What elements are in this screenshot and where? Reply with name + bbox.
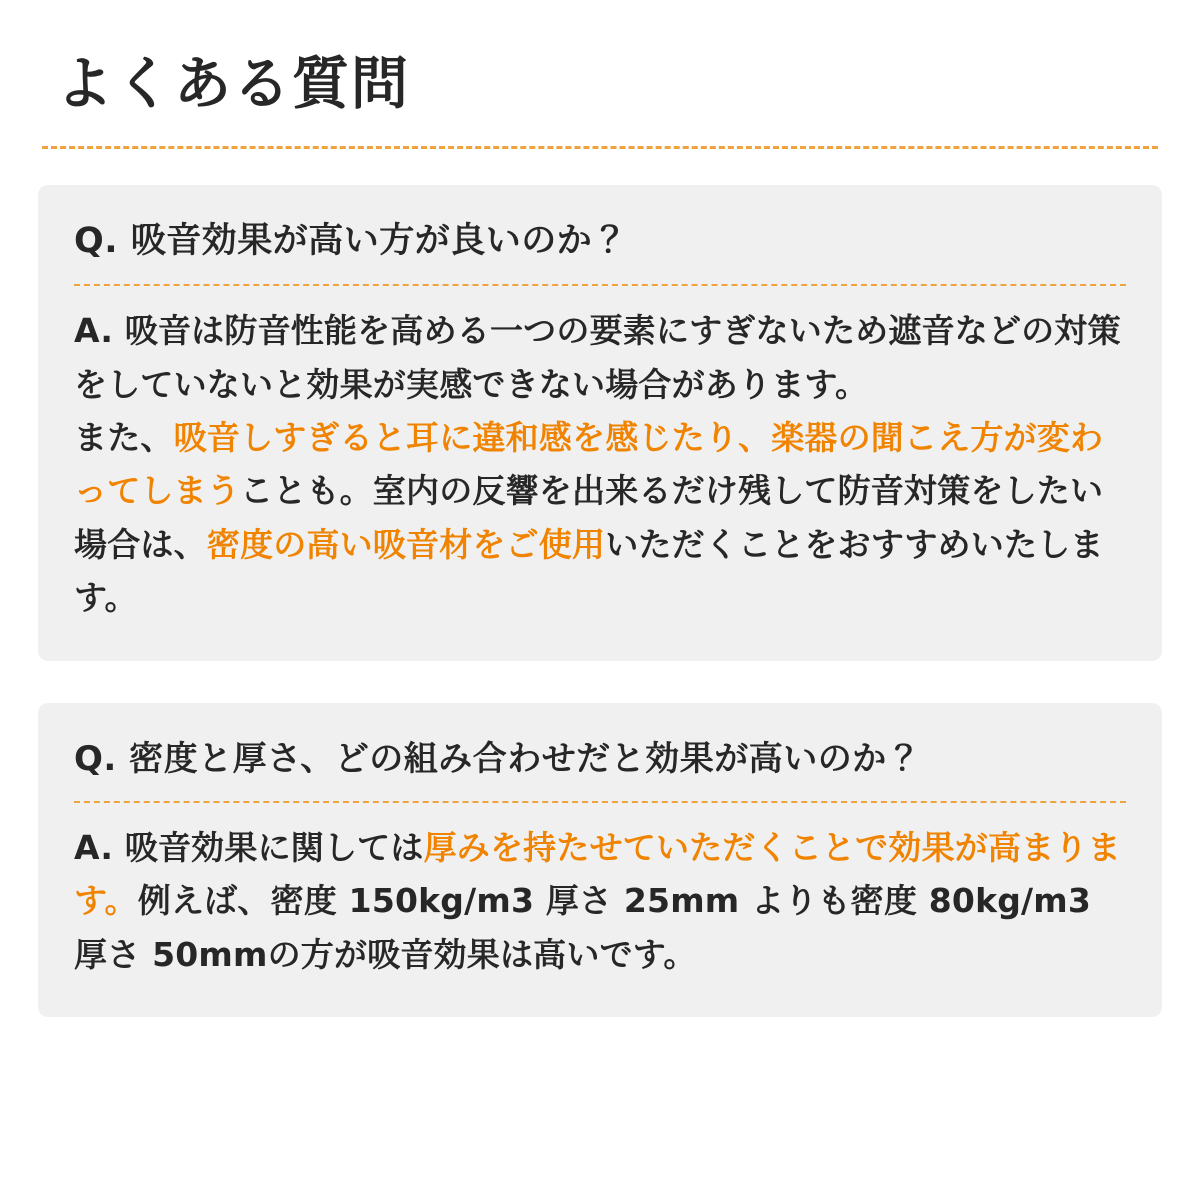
question-divider-1 (74, 284, 1126, 286)
answer-segment-highlight: 厚みを持たせていただくことで効果が高まります。 (74, 827, 1121, 921)
answer-segment: いただくことをおすすめいたします。 (74, 524, 1104, 618)
page-title: よくある質問 (56, 51, 410, 117)
answer-segment: A. 吸音効果に関しては (74, 827, 424, 867)
answer-segment-highlight: 密度の高い吸音材をご使用 (206, 524, 606, 564)
faq-answer-1 (74, 304, 1126, 625)
faq-card-1 (38, 185, 1162, 661)
answer-segment: また、 (74, 417, 174, 457)
question-divider-2 (74, 801, 1126, 803)
answer-segment-highlight: 吸音しすぎると耳に違和感を感じたり、楽器の聞こえ方が変わってしまう (74, 417, 1104, 511)
answer-segment: ことも。室内の反響を出来るだけ残して防音対策をしたい場合は、 (74, 471, 1104, 564)
faq-question-2: Q. 密度と厚さ、どの組み合わせだと効果が高いのか？ (74, 738, 922, 779)
answer-segment: 例えば、密度 150kg/m3 厚さ 25mm よりも密度 80kg/m3 厚さ 50mmの方が吸音効果は高いです。 (74, 881, 1092, 974)
title-divider (42, 146, 1158, 149)
answer-segment: A. 吸音は防音性能を高める一つの要素にすぎないため遮音などの対策をしていないと効果が実感できない場合があります。 (74, 311, 1121, 404)
faq-list (38, 185, 1162, 1018)
faq-card-2 (38, 703, 1162, 1018)
faq-answer-2 (74, 821, 1126, 981)
faq-question-1: Q. 吸音効果が高い方が良いのか？ (74, 220, 628, 261)
